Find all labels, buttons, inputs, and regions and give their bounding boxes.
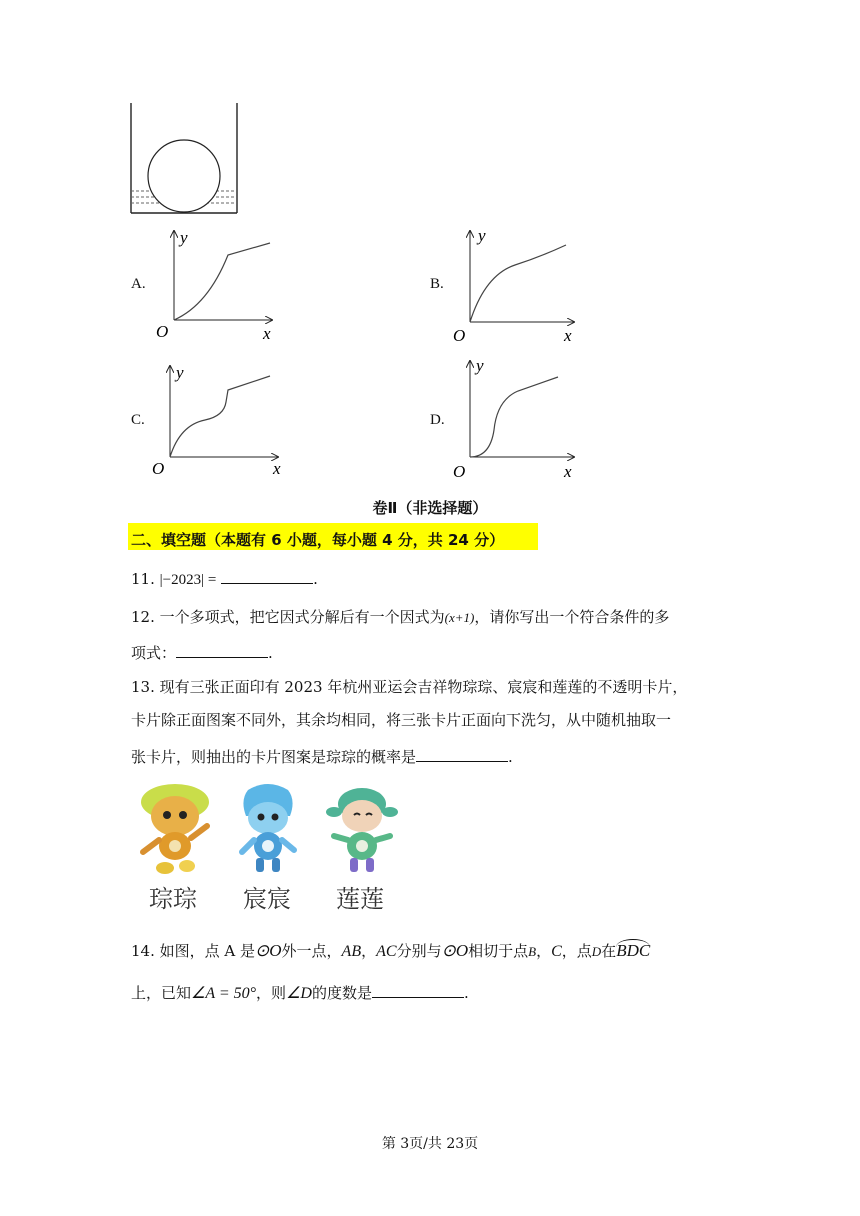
q14-point-b: B [528,944,537,959]
q14-text-4: 相切于点 [468,942,529,960]
q13-line3: 张卡片，则抽出的卡片图案是琮琮的概率是 [131,748,417,766]
q12-text: 12. 一个多项式，把它因式分解后有一个因式为 [131,608,445,626]
page-footer: 第 3页/共 23页 [381,1136,479,1152]
question-13-line3 [131,747,513,765]
y-axis-label: y [476,356,484,375]
q14-text-6: 在 [601,942,617,960]
option-c-label: C. [131,412,145,428]
q14-circle-o: ⊙O [255,941,282,960]
y-axis-label: y [180,228,188,247]
q14-text-2: 外一点， [281,942,342,960]
x-axis-label: x [564,326,572,345]
mascot-chenchen-label: 宸宸 [243,885,291,913]
graph-a [150,225,280,345]
question-13-line1: 13. 现有三张正面印有 2023 年杭州亚运会吉祥物琮琮、宸宸和莲莲的不透明卡片， [131,678,688,696]
question-14-line1 [131,942,650,960]
q14-ac: AC [376,943,397,960]
q12-end: . [268,644,273,662]
q11-end: . [313,570,318,588]
q14-text-3: 分别与 [396,942,442,960]
origin-label: O [453,462,466,480]
part2-title: 卷Ⅱ（非选择题） [372,499,488,517]
q14-line2-c: 的度数是 [311,984,372,1002]
q14-angle-d: ∠D [286,985,312,1002]
q14-arc-bdc: BDC [616,941,651,960]
option-a-label: A. [131,276,146,292]
origin-label: O [453,326,466,345]
q14-circle-o-2: ⊙O [441,941,469,960]
graph-b [450,225,580,345]
q12-text-b: ，请你写出一个符合条件的多 [474,608,670,626]
q11-number: 11. [131,570,155,588]
q12-answer-blank[interactable] [176,643,268,658]
q13-end: . [508,748,513,766]
question-14-line2 [131,983,469,1002]
q14-ab: AB [341,943,362,960]
question-11 [131,569,318,588]
q14-end: . [463,984,469,1002]
container-figure [125,103,245,218]
y-axis-label: y [478,226,486,245]
q12-line2: 项式： [131,644,177,662]
mascot-lianlian-image [322,782,402,877]
origin-label: O [152,459,165,478]
section-header-text: 二、填空题（本题有 6 小题，每小题 4 分，共 24 分） [131,531,505,549]
mascot-congcong-image [135,782,215,877]
q14-angle-a: ∠A = 50° [191,985,257,1002]
origin-label: O [156,322,169,341]
q14-point-c: C [551,943,562,960]
question-12-line2 [131,643,273,661]
q11-answer-blank[interactable] [221,569,313,584]
q14-line2-b: ，则 [256,984,287,1002]
q14-text-5: ，点 [561,942,592,960]
q14-answer-blank[interactable] [372,983,464,998]
q14-comma-2: ， [536,942,552,960]
option-d-label: D. [430,412,445,428]
q14-text-1: 14. 如图，点 A 是 [131,942,255,960]
q14-point-d: D [591,944,602,959]
mascot-lianlian-label: 莲莲 [336,885,384,913]
y-axis-label: y [176,363,184,382]
mascot-congcong-label: 琮琮 [149,885,197,913]
q11-expression: |−2023| = [159,572,217,588]
q14-comma: ， [361,942,377,960]
q12-factor: (x+1) [444,610,475,625]
mascot-chenchen-image [232,782,304,877]
q14-line2-a: 上，已知 [131,984,192,1002]
x-axis-label: x [564,462,572,480]
x-axis-label: x [263,324,271,343]
question-13-line2: 卡片除正面图案不同外，其余均相同，将三张卡片正面向下洗匀，从中随机抽取一 [131,711,672,729]
graph-d [450,355,580,480]
graph-c [150,360,285,480]
option-b-label: B. [430,276,444,292]
question-12-line1 [131,610,669,625]
q13-answer-blank[interactable] [416,747,508,762]
x-axis-label: x [273,459,281,478]
